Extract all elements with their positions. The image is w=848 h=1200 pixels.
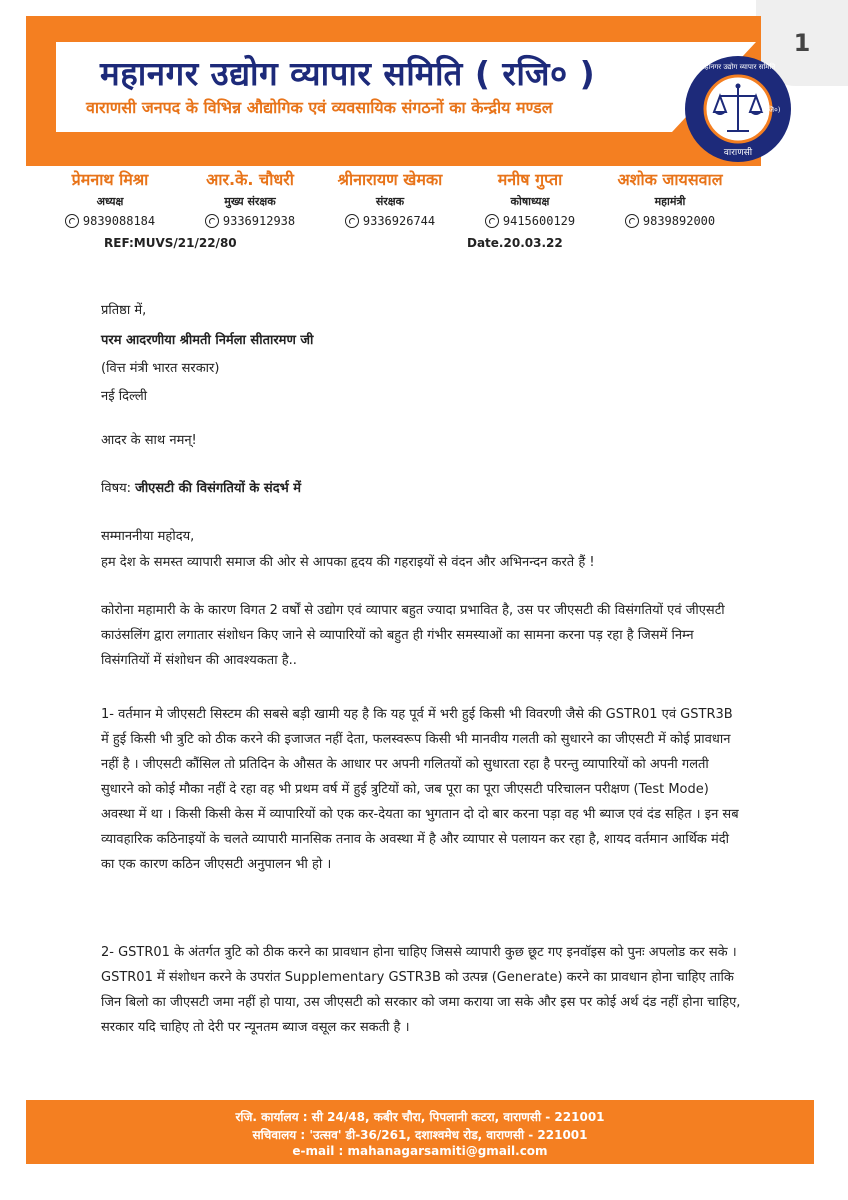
official-name: आर.के. चौधरी [206,170,294,189]
footer-office-address: रजि. कार्यालय : सी 24/48, कबीर चौरा, पिपलानी कटरा, वाराणसी - 221001 [235,1110,605,1124]
official-phone: 9336912938 [180,214,320,228]
footer-secretariat-address: सचिवालय : 'उत्सव' डी-36/261, दशाश्वमेध रोड, वाराणसी - 221001 [252,1128,588,1142]
seal-reg: (रजि०) [761,106,781,114]
recipient-prefix: प्रतिष्ठा में, [101,303,147,318]
addressee-title: (वित्त मंत्री भारत सरकार) [101,361,220,376]
org-subtitle: वाराणसी जनपद के विभिन्न औद्योगिक एवं व्यवसायिक संगठनों का केन्द्रीय मण्डल [86,98,553,117]
official-patron [320,168,460,228]
seal-city: वाराणसी [723,148,753,158]
official-name: मनीष गुप्ता [497,170,563,189]
point-2-paragraph: 2- GSTR01 के अंतर्गत त्रुटि को ठीक करने का प्रावधान होना चाहिए जिससे व्यापारी कुछ छूट गए इनवॉइस को पुनः अपलोड कर सके । GSTR01 में संशोधन करने के उपरांत Supplementary GSTR3B को उत्पन्न (Generate) करने का प्रावधान होना चाहिए ताकि जिन बिलो का जीएसटी जमा नहीं हो पाया, उस जीएसटी को सरकार को जमा कराया जा सके और इस पर कोई अर्थ दंड नहीं होना चाहिए, सरकार यदि चाहिए तो देरी पर न्यूनतम ब्याज वसूल कर सकती है । [101,945,741,1035]
footer-band [26,1100,814,1164]
official-designation: कोषाध्यक्ष [510,195,550,208]
intro-paragraph: कोरोना महामारी के के कारण विगत 2 वर्षों से उद्योग एवं व्यापार बहुत ज्यादा प्रभावित है, उस पर जीएसटी की विसंगतियों एवं जीएसटी काउंसलिंग द्वारा लगातार संशोधन किए जाने से व्यापारियों को बहुत ही गंभीर समस्याओं का सामना करना पड़ रहा है जिसमें निम्न विसंगतियों में संशोधन की आवश्यकता है.. [101,603,725,668]
addressee-name: परम आदरणीया श्रीमती निर्मला सीतारमण जी [101,333,314,348]
official-president [40,168,180,228]
page-number: 1 [756,0,848,86]
whatsapp-icon [65,214,79,228]
official-name: अशोक जायसवाल [617,170,723,189]
addressee-city: नई दिल्ली [101,389,148,404]
officials-row [40,168,740,230]
official-phone: 9415600129 [460,214,600,228]
official-designation: मुख्य संरक्षक [224,195,276,208]
whatsapp-icon [345,214,359,228]
footer-email: e-mail : mahanagarsamiti@gmail.com [292,1144,548,1158]
official-designation: संरक्षक [375,195,405,208]
official-treasurer [460,168,600,228]
org-seal-logo [683,54,793,164]
official-phone: 9336926744 [320,214,460,228]
point-1-paragraph: 1- वर्तमान मे जीएसटी सिस्टम की सबसे बड़ी खामी यह है कि यह पूर्व में भरी हुई किसी भी विवरणी जैसे की GSTR01 एवं GSTR3B में हुई किसी भी त्रुटि को ठीक करने की इजाजत नहीं देता, फलस्वरूप किसी भी मानवीय गलती को सुधारने का जीएसटी में कोई प्रावधान नहीं है । जीएसटी कौंसिल तो प्रतिदिन के औसत के आधार पर अपनी गलितयों को सुधारता रहा है परन्तु व्यापारियों को अपनी गलती सुधारने को कोई मौका नहीं दे रहा वह भी प्रथम वर्ष में हुई त्रुटियों को, जब पूरा का पूरा जीएसटी परिचालन परीक्षण (Test Mode) अवस्था में था । किसी किसी केस में व्यापारियों को एक कर-देयता का भुगतान दो दो बार करना पड़ा वह भी ब्याज एवं दंड सहित । इन सब व्यावहारिक कठिनाइयों के चलते व्यापारी मानसिक तनाव के अवस्था में है और व्यापार से पलायन कर रहा है, शायद वर्तमान आर्थिक मंदी का एक कारण कठिन जीएसटी अनुपालन भी हो । [101,707,739,872]
official-designation: महामंत्री [654,195,686,208]
official-chief-patron [180,168,320,228]
official-name: प्रेमनाथ मिश्रा [71,170,149,189]
subject-text: जीएसटी की विसंगतियों के संदर्भ में [135,481,302,496]
subject-line [101,478,301,496]
reference-number: REF:MUVS/21/22/80 [104,236,237,250]
seal-org-name: महानगर उद्योग व्यापार समिति [700,63,776,71]
official-designation: अध्यक्ष [96,195,124,208]
opening-line: हम देश के समस्त व्यापारी समाज की ओर से आपका हृदय की गहराइयों से वंदन और अभिनन्दन करते हैं ! [101,555,595,570]
letter-date: Date.20.03.22 [467,236,563,250]
greeting: आदर के साथ नमन्! [101,433,197,448]
official-general-secretary [600,168,740,228]
official-phone: 9839892000 [600,214,740,228]
whatsapp-icon [205,214,219,228]
whatsapp-icon [625,214,639,228]
official-name: श्रीनारायण खेमका [337,170,443,189]
subject-label: विषय: [101,481,136,496]
whatsapp-icon [485,214,499,228]
official-phone: 9839088184 [40,214,180,228]
salutation: सम्माननीया महोदय, [101,529,195,544]
org-name: महानगर उद्योग व्यापार समिति ( रजि० ) [100,54,596,93]
